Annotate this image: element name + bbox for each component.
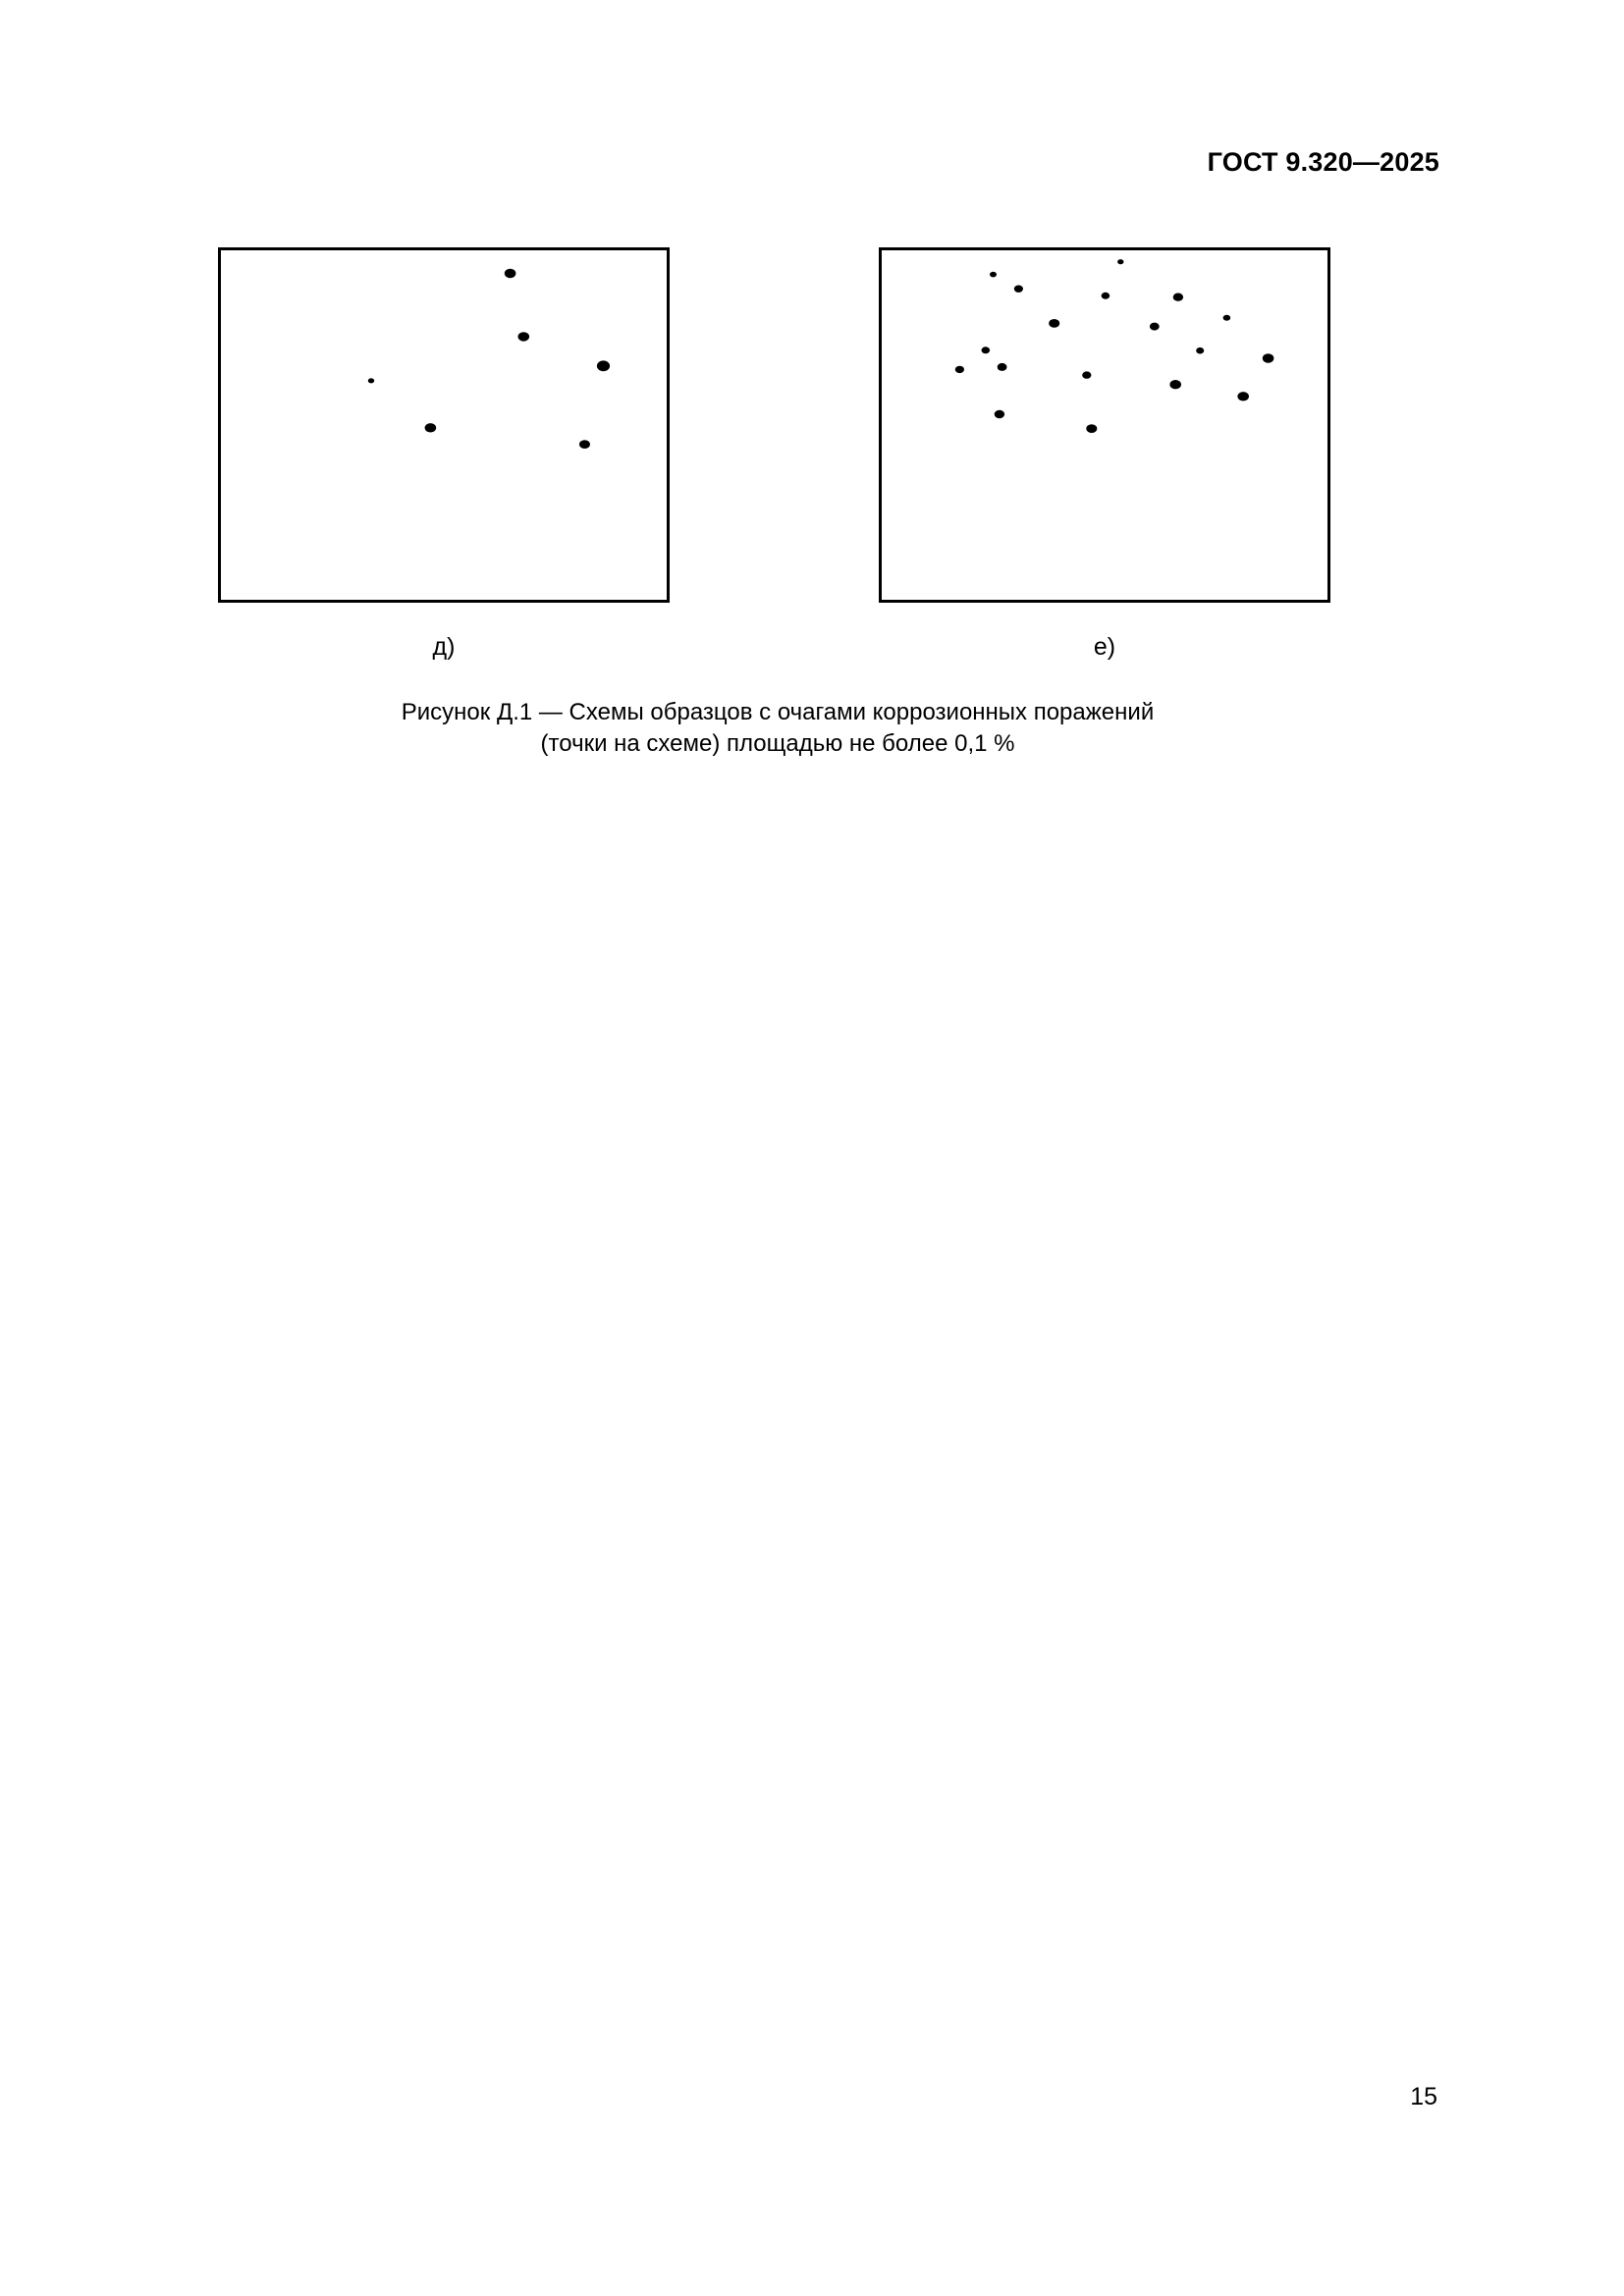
figure-caption-line-1: Рисунок Д.1 — Схемы образцов с очагами коррозионных поражений: [401, 699, 1155, 725]
corrosion-spot: [1082, 371, 1091, 378]
sample-scheme-e: [879, 247, 1330, 603]
corrosion-spot: [1086, 424, 1097, 433]
panel-label-e: е): [1093, 633, 1116, 661]
page-number: 15: [1410, 2083, 1437, 2110]
corrosion-spot: [597, 360, 610, 371]
corrosion-spot: [1150, 323, 1160, 331]
corrosion-spot: [1196, 347, 1204, 354]
corrosion-spot: [1237, 392, 1249, 400]
corrosion-spot: [579, 440, 590, 449]
corrosion-spot: [505, 269, 516, 278]
corrosion-spot: [955, 366, 964, 373]
corrosion-spot: [368, 378, 374, 383]
corrosion-spot: [1014, 286, 1023, 293]
panel-label-d: д): [432, 633, 456, 661]
corrosion-spot: [990, 272, 997, 278]
figure-caption-line-2: (точки на схеме) площадью не более 0,1 %: [540, 730, 1015, 757]
corrosion-spot: [1223, 315, 1231, 321]
corrosion-spot: [1263, 353, 1274, 362]
document-code: ГОСТ 9.320—2025: [1207, 147, 1439, 177]
corrosion-spot: [1102, 293, 1110, 299]
figure-caption: [0, 697, 1555, 760]
corrosion-spot: [995, 410, 1004, 418]
corrosion-spot: [518, 332, 530, 341]
corrosion-spot: [998, 363, 1007, 371]
corrosion-spot: [1169, 380, 1181, 389]
corrosion-spot: [1117, 259, 1123, 264]
corrosion-spot: [1049, 319, 1059, 328]
sample-scheme-d: [218, 247, 670, 603]
spots-canvas-d: [221, 250, 667, 600]
corrosion-spot: [425, 423, 437, 432]
corrosion-spot: [982, 347, 991, 353]
spots-canvas-e: [882, 250, 1327, 600]
corrosion-spot: [1173, 294, 1183, 301]
